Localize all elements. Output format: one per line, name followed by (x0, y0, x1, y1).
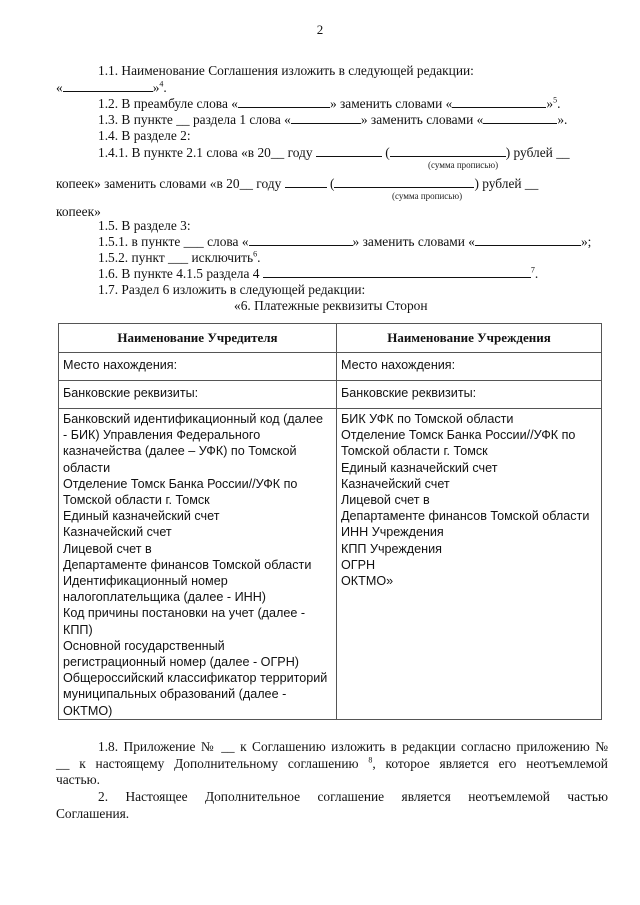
item-1-2-part-b: » заменить словами « (329, 96, 453, 111)
item-1-4-1-end: копеек» (56, 204, 101, 219)
institution-requisite-line: Казначейский счет (341, 476, 450, 491)
founder-requisite-line: Томской области г. Томск (63, 493, 210, 508)
item-1-4-1-part-e: ( (326, 176, 335, 191)
blank-field (334, 176, 474, 188)
item-1-8-row-part: __ к настоящему Дополнительному соглашению (56, 755, 369, 771)
row-divider (59, 380, 601, 381)
item-1-6-text: 1.6. В пункте 4.1.5 раздела 4 (98, 266, 263, 281)
footnote-ref: 4 (159, 79, 164, 89)
founder-requisite-line: налогоплательщика (далее - ИНН) (63, 590, 267, 605)
item-2-row: Соглашения. (56, 805, 130, 821)
item-1-5-1-part-c: »; (580, 234, 592, 249)
founder-requisite-line: Идентификационный номер (63, 574, 228, 589)
item-1-2 (98, 96, 560, 112)
founder-requisite-line: области (63, 460, 111, 475)
column-divider (336, 324, 337, 719)
item-1-3-part-a: 1.3. В пункте __ раздела 1 слова « (98, 112, 291, 127)
item-2-row: 2. Настоящее Дополнительное соглашение является неотъемлемой частью (98, 789, 608, 804)
institution-requisite-line: Единый казначейский счет (341, 460, 498, 475)
section-6-title: «6. Платежные реквизиты Сторон (234, 298, 428, 313)
item-1-4-1-continued (56, 176, 538, 192)
institution-requisite-line: Томской области г. Томск (341, 444, 488, 459)
institution-requisite-line: БИК УФК по Томской области (341, 412, 514, 426)
item-1-4 (98, 128, 191, 144)
institution-requisite-line: Департаменте финансов Томской области (341, 509, 590, 524)
item-1-8-row: 1.8. Приложение № __ к Соглашению изложить в редакции согласно приложению № (98, 739, 608, 754)
period: . (163, 80, 167, 95)
item-1-8-row: частью. (56, 772, 100, 787)
footnote-ref: 8 (368, 755, 373, 765)
item-1-4-1-part-f: ) рублей __ (474, 176, 539, 191)
item-1-4-1 (98, 145, 570, 161)
institution-location: Место нахождения: (341, 358, 456, 372)
item-1-2-part-a: 1.2. В преамбуле слова « (98, 96, 238, 111)
founder-requisite-line: Департаменте финансов Томской области (63, 557, 312, 572)
item-1-8-row-part: , которое является его неотъемлемой (372, 755, 608, 771)
item-1-2-part-c: » (546, 96, 554, 111)
quote-close: » (152, 80, 160, 95)
blank-field (475, 234, 581, 246)
item-1-4-text: 1.4. В разделе 2: (98, 128, 191, 143)
item-1-4-1-part-b: ( (381, 145, 390, 160)
founder-requisite-line: Отделение Томск Банка России//УФК по (63, 476, 298, 491)
blank-field (238, 96, 330, 108)
item-2-paragraph (56, 789, 608, 822)
founder-requisite-line: Основной государственный (63, 638, 225, 653)
item-1-4-1-part-a: 1.4.1. В пункте 2.1 слова «в 20__ году (98, 145, 316, 160)
institution-requisite-line: ОКТМО» (341, 574, 394, 589)
item-1-1 (98, 63, 474, 79)
founder-requisite-line: Общероссийский классификатор территорий (63, 671, 328, 686)
item-1-1-blank-line (56, 80, 167, 96)
item-1-6 (98, 266, 538, 282)
founder-requisites (63, 411, 327, 719)
item-1-5-1-part-a: 1.5.1. в пункте ___ слова « (98, 234, 249, 249)
founder-requisite-line: муниципальных образований (далее - (63, 687, 287, 702)
blank-field (291, 112, 361, 124)
blank-field (63, 80, 153, 92)
period: . (534, 266, 539, 281)
blank-field (263, 266, 531, 278)
row-divider (59, 408, 601, 409)
item-1-8-row (56, 756, 608, 773)
founder-requisite-line: ОКТМО) (63, 703, 113, 718)
item-1-4-1-part-c: ) рублей __ (505, 145, 570, 160)
blank-field (390, 145, 506, 157)
blank-field (285, 176, 327, 188)
item-1-5-2-text: 1.5.2. пункт ___ исключить (98, 250, 254, 265)
item-1-4-1-part-d: копеек» заменить словами «в 20__ году (56, 176, 285, 191)
founder-requisite-line: казначейства (далее – УФК) по Томской (63, 444, 297, 459)
founder-requisite-line: - БИК) Управления Федерального (63, 428, 261, 443)
institution-bank-details: Банковские реквизиты: (341, 386, 477, 400)
item-1-5-1-part-b: » заменить словами « (352, 234, 475, 249)
footnote-ref: 7 (530, 265, 535, 275)
quote-open: « (56, 80, 63, 95)
founder-requisite-line: Казначейский счет (63, 525, 172, 540)
institution-requisites (341, 411, 589, 589)
footnote-ref: 6 (253, 249, 258, 259)
institution-requisite-line: КПП Учреждения (341, 541, 442, 556)
founder-requisite-line: Лицевой счет в (63, 541, 152, 556)
item-1-3-part-b: » заменить словами « (360, 112, 484, 127)
period: . (557, 96, 561, 111)
founder-requisite-line: Код причины постановки на учет (далее - (63, 606, 306, 621)
founder-requisite-line: регистрационный номер (далее - ОГРН) (63, 655, 299, 670)
founder-requisite-line: КПП) (63, 622, 93, 637)
blank-field (316, 145, 382, 157)
item-1-3 (98, 112, 567, 128)
period: . (257, 250, 261, 265)
institution-requisite-line: ОГРН (341, 557, 376, 572)
row-divider (59, 352, 601, 353)
header-institution: Наименование Учреждения (387, 330, 551, 345)
item-1-1-text: 1.1. Наименование Соглашения изложить в следующей редакции: (98, 63, 474, 78)
item-1-5-2 (98, 250, 260, 266)
founder-bank-details: Банковские реквизиты: (63, 386, 199, 400)
blank-field (249, 234, 353, 246)
blank-field (483, 112, 557, 124)
payment-details-table (58, 323, 602, 720)
item-1-3-part-c: ». (557, 112, 568, 127)
caption-amount-in-words: (сумма прописью) (392, 191, 463, 201)
item-1-8-paragraph (56, 739, 608, 789)
institution-requisite-line: Отделение Томск Банка России//УФК по (341, 428, 576, 443)
item-1-5-1 (98, 234, 591, 250)
footnote-ref: 5 (553, 95, 558, 105)
header-founder: Наименование Учредителя (117, 330, 278, 345)
founder-requisite-line: Единый казначейский счет (63, 509, 220, 524)
institution-requisite-line: ИНН Учреждения (341, 525, 444, 540)
blank-field (452, 96, 546, 108)
founder-requisite-line: Банковский идентификационный код (далее (63, 412, 324, 426)
page-number: 2 (316, 22, 324, 37)
institution-requisite-line: Лицевой счет в (341, 493, 430, 508)
item-1-5: 1.5. В разделе 3: (98, 218, 191, 233)
founder-location: Место нахождения: (63, 358, 178, 372)
item-1-7: 1.7. Раздел 6 изложить в следующей редакции: (98, 282, 366, 297)
caption-amount-in-words: (сумма прописью) (428, 160, 499, 170)
